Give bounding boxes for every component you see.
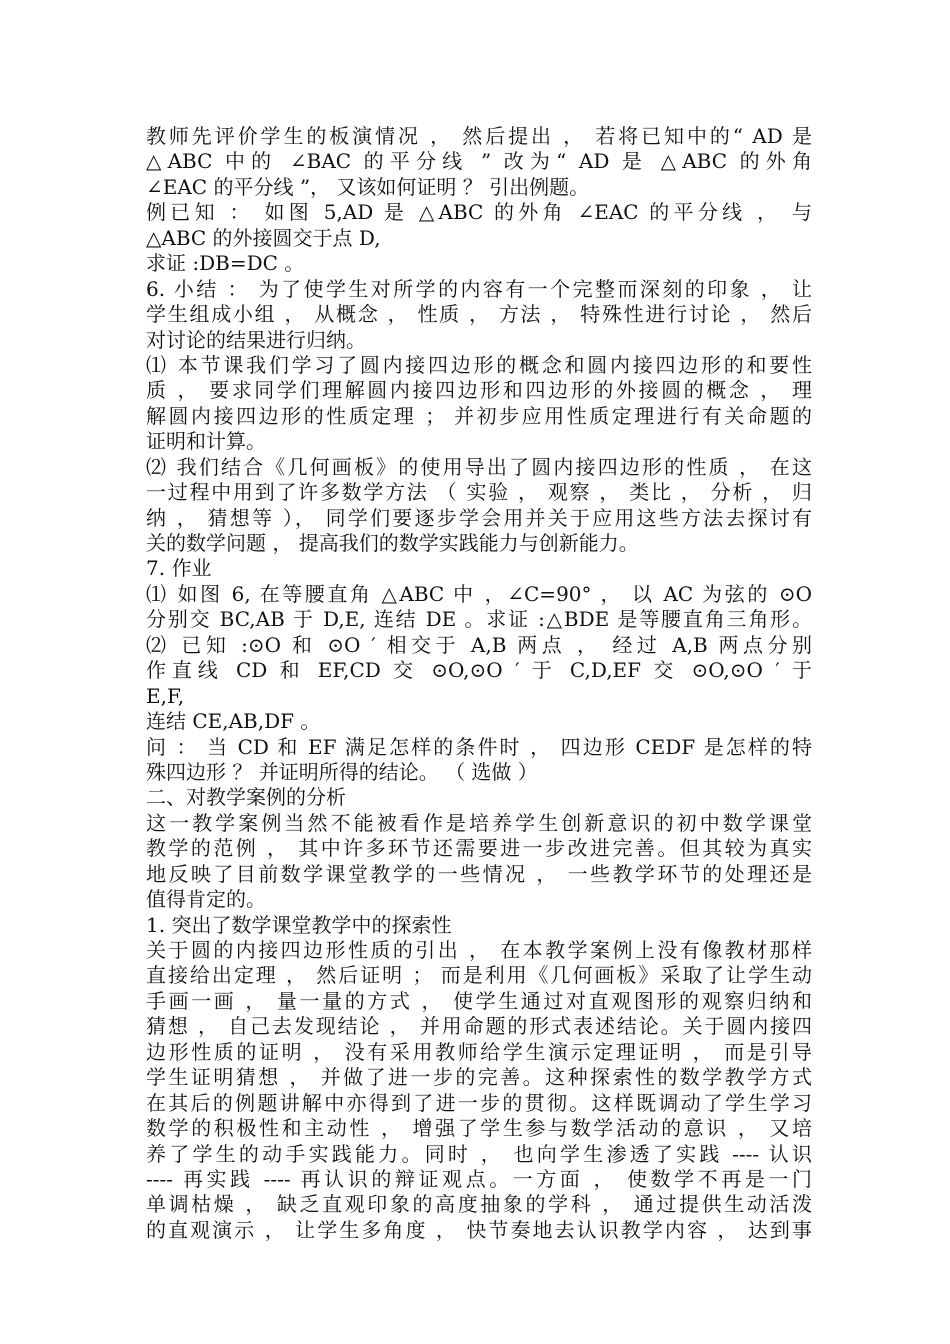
text-line: 一过程中用到了许多数学方法 （ 实验 ， 观察 ， 类比 ， 分析 ， 归 [146,480,812,505]
text-line: 1. 突出了数学课堂教学中的探索性 [146,912,452,937]
text-line: 直接给出定理 ， 然后证明 ； 而是利用《几何画板》采取了让学生动 [146,963,812,988]
text-line: 例已知 ： 如图 5,AD 是 △ABC 的外角 ∠EAC 的平分线 ， 与 [146,200,812,225]
text-line: 连结 CE,AB,DF 。 [146,709,321,734]
text-line: 教师先评价学生的板演情况 ， 然后提出 ， 若将已知中的“ AD 是 [146,124,812,148]
text-line: 在其后的例题讲解中亦得到了进一步的贯彻。这样既调动了学生学习 [146,1090,812,1115]
text-line: 手画一画 ， 量一量的方式 ， 使学生通过对直观图形的观察归纳和 [146,988,812,1013]
text-line: 问 ： 当 CD 和 EF 满足怎样的条件时 ， 四边形 CEDF 是怎样的特 [146,734,812,759]
text-line: 学生证明猜想 ， 并做了进一步的完善。这种探索性的数学教学方式 [146,1065,812,1090]
text-line: 作直线 CD 和 EF,CD 交 ⊙O,⊙O ′ 于 C,D,EF 交 ⊙O,⊙O ′ 于 [146,658,812,683]
text-line: △ABC 的外接圆交于点 D, [146,225,381,250]
text-line: 边形性质的证明 ， 没有采用教师给学生演示定理证明 ， 而是引导 [146,1039,812,1064]
text-line: 学生组成小组 ， 从概念 ， 性质 ， 方法 ， 特殊性进行讨论 ， 然后 [146,302,812,327]
text-line: 6. 小结 ： 为了使学生对所学的内容有一个完整而深刻的印象 ， 让 [146,276,812,301]
text-line: ⑴ 如图 6, 在等腰直角 △ABC 中 ，∠C=90° ， 以 AC 为弦的 ⊙O [146,581,812,606]
text-line: 数学的积极性和主动性 ， 增强了学生参与数学活动的意识 ， 又培 [146,1116,812,1141]
text-line: 7. 作业 [146,556,212,581]
text-line: 纳 ， 猜想等 ）， 同学们要逐步学会用并关于应用这些方法去探讨有 [146,505,812,530]
text-line: 求证 :DB=DC 。 [146,251,305,276]
text-line: 的直观演示 ， 让学生多角度 ， 快节奏地去认识教学内容 ， 达到事 [146,1217,812,1242]
text-line: ∠EAC 的平分线 ”， 又该如何证明 ？ 引出例题。 [146,174,590,199]
text-line: 证明和计算。 [146,429,266,454]
text-line: 关于圆的内接四边形性质的引出 ， 在本教学案例上没有像教材那样 [146,938,812,962]
text-line: 对讨论的结果进行归纳。 [146,327,366,352]
text-line: △ABC 中的 ∠BAC 的平分线 ” 改为“ AD 是 △ABC 的外角 [146,149,812,174]
text-line: 养了学生的动手实践能力。同时 ， 也向学生渗透了实践 ---- 认识 [146,1141,812,1166]
text-line: 值得肯定的。 [146,887,266,912]
text-line: 殊四边形 ？ 并证明所得的结论。 （ 选做 ） [146,759,538,784]
text-line: ⑵ 已知 :⊙O 和 ⊙O ′ 相交于 A,B 两点 ， 经过 A,B 两点分别 [146,632,812,657]
text-line: 关的数学问题 ， 提高我们的数学实践能力与创新能力。 [146,531,639,555]
text-line: ⑴ 本节课我们学习了圆内接四边形的概念和圆内接四边形的和要性 [146,352,812,377]
text-line: ⑵ 我们结合《几何画板》的使用导出了圆内接四边形的性质 ， 在这 [146,454,812,479]
text-line: 教学的范例 ， 其中许多环节还需要进一步改进完善。但其较为真实 [146,836,812,861]
text-line: ---- 再实践 ---- 再认识的辩证观点。一方面 ， 使数学不再是一门 [146,1166,812,1191]
text-line: 二、对教学案例的分析 [146,785,346,810]
text-line: 质 ， 要求同学们理解圆内接四边形和四边形的外接圆的概念 ， 理 [146,378,812,403]
text-line: E,F, [146,683,185,708]
text-line: 解圆内接四边形的性质定理 ； 并初步应用性质定理进行有关命题的 [146,403,812,428]
text-line: 单调枯燥 ， 缺乏直观印象的高度抽象的学科 ， 通过提供生动活泼 [146,1192,812,1217]
document-body [146,124,812,1243]
text-line: 地反映了目前数学课堂教学的一些情况 ， 一些教学环节的处理还是 [146,861,812,886]
text-line: 这一教学案例当然不能被看作是培养学生创新意识的初中数学课堂 [146,810,812,835]
text-line: 猜想 ， 自己去发现结论 ， 并用命题的形式表述结论。关于圆内接四 [146,1014,812,1039]
text-line: 分别交 BC,AB 于 D,E, 连结 DE 。求证 :△BDE 是等腰直角三角形。 [146,607,812,632]
